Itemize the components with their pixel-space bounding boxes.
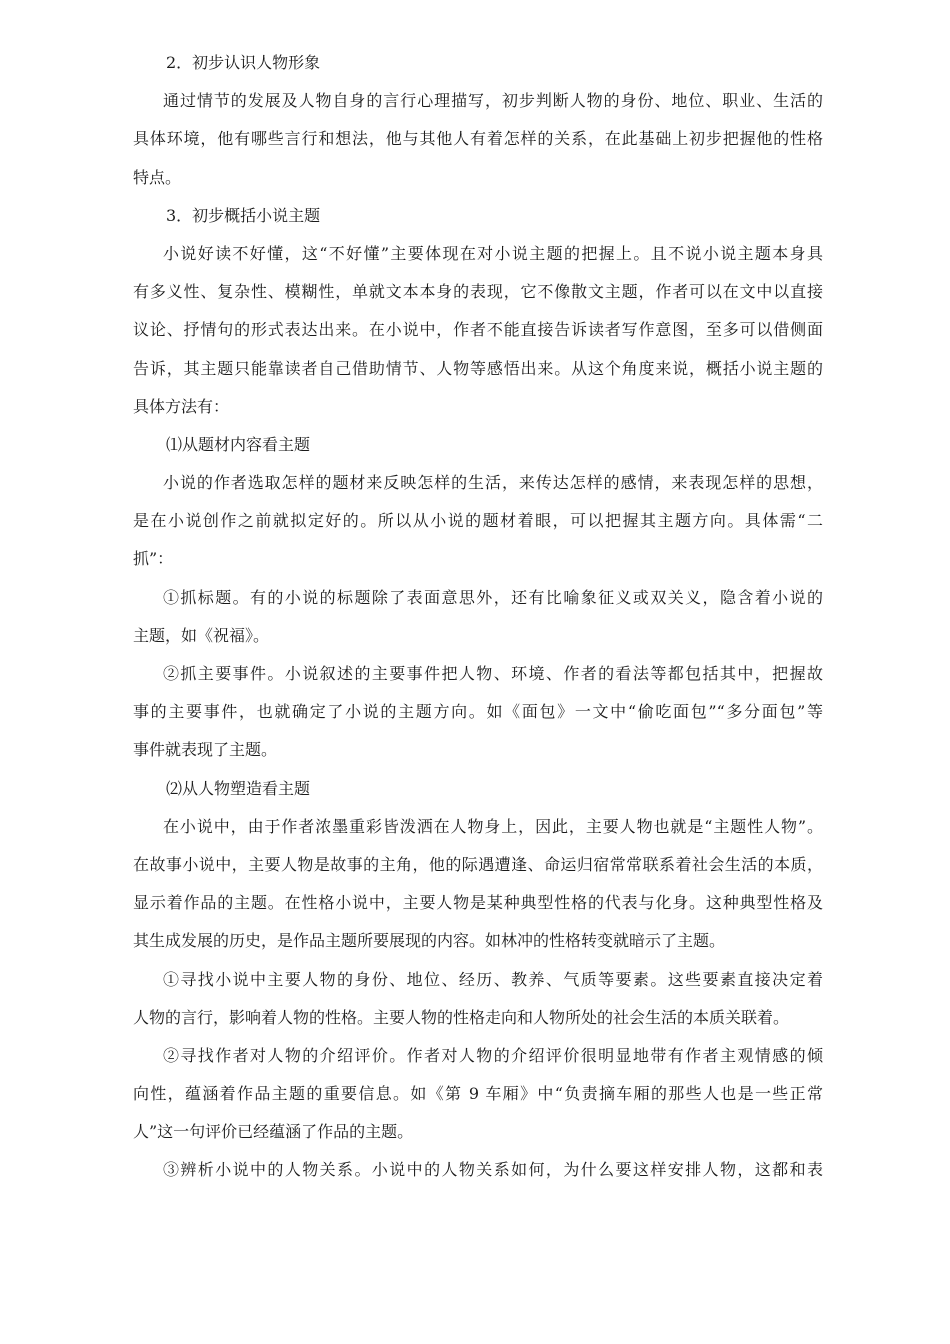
paragraph-line: 具体环境，他有哪些言行和想法，他与其他人有着怎样的关系，在此基础上初步把握他的性格	[133, 129, 823, 149]
paragraph-line: ②寻找作者对人物的介绍评价。作者对人物的介绍评价很明显地带有作者主观情感的倾	[163, 1045, 823, 1065]
paragraph-line: 有多义性、复杂性、模糊性，单就文本本身的表现，它不像散文主题，作者可以在文中以直接	[133, 282, 823, 302]
paragraph-line: 通过情节的发展及人物自身的言行心理描写，初步判断人物的身份、地位、职业、生活的	[163, 91, 823, 111]
paragraph-line: 小说的作者选取怎样的题材来反映怎样的生活，来传达怎样的感情，来表现怎样的思想，	[163, 473, 823, 493]
paragraph-line: 是在小说创作之前就拟定好的。所以从小说的题材着眼，可以把握其主题方向。具体需“二	[133, 511, 823, 531]
section-heading: 3．初步概括小说主题	[166, 205, 321, 225]
paragraph-line: 议论、抒情句的形式表达出来。在小说中，作者不能直接告诉读者写作意图，至多可以借侧面	[133, 320, 823, 340]
paragraph-line: ②抓主要事件。小说叙述的主要事件把人物、环境、作者的看法等都包括其中，把握故	[163, 664, 823, 683]
paragraph-line: 其生成发展的历史，是作品主题所要展现的内容。如林冲的性格转变就暗示了主题。	[133, 931, 726, 951]
paragraph-line: 在故事小说中，主要人物是故事的主角，他的际遇遭逢、命运归宿常常联系着社会生活的本质，	[133, 854, 823, 874]
section-heading: ⑴从题材内容看主题	[166, 434, 311, 454]
paragraph-line: 在小说中，由于作者浓墨重彩皆泼洒在人物身上，因此，主要人物也就是“主题性人物”。	[163, 816, 823, 836]
paragraph-line: 事的主要事件，也就确定了小说的主题方向。如《面包》一文中“偷吃面包”“多分面包”等	[133, 702, 823, 722]
paragraph-line: 显示着作品的主题。在性格小说中，主要人物是某种典型性格的代表与化身。这种典型性格及	[133, 893, 823, 913]
paragraph-line: ①寻找小说中主要人物的身份、地位、经历、教养、气质等要素。这些要素直接决定着	[163, 969, 823, 989]
paragraph-line: 抓”：	[133, 549, 174, 569]
paragraph-line: 具体方法有：	[133, 396, 230, 416]
section-heading: 2．初步认识人物形象	[166, 53, 321, 72]
paragraph-line: 小说好读不好懂，这“不好懂”主要体现在对小说主题的把握上。且不说小说主题本身具	[163, 243, 823, 263]
document-page	[133, 44, 823, 1190]
paragraph-line: ③辨析小说中的人物关系。小说中的人物关系如何，为什么要这样安排人物，这都和表	[163, 1160, 823, 1180]
paragraph-line: 主题，如《祝福》。	[133, 625, 270, 645]
paragraph-line: 人物的言行，影响着人物的性格。主要人物的性格走向和人物所处的社会生活的本质关联着。	[133, 1007, 790, 1027]
paragraph-line: 告诉，其主题只能靠读者自己借助情节、人物等感悟出来。从这个角度来说，概括小说主题的	[133, 358, 823, 378]
section-heading: ⑵从人物塑造看主题	[166, 778, 311, 798]
paragraph-line: ①抓标题。有的小说的标题除了表面意思外，还有比喻象征义或双关义，隐含着小说的	[163, 587, 823, 607]
paragraph-line: 人”这一句评价已经蕴涵了作品的主题。	[133, 1122, 414, 1142]
paragraph-line: 向性，蕴涵着作品主题的重要信息。如《第 9 车厢》中“负责摘车厢的那些人也是一些正常	[133, 1084, 823, 1104]
paragraph-line: 特点。	[133, 167, 182, 187]
paragraph-line: 事件就表现了主题。	[133, 740, 278, 760]
